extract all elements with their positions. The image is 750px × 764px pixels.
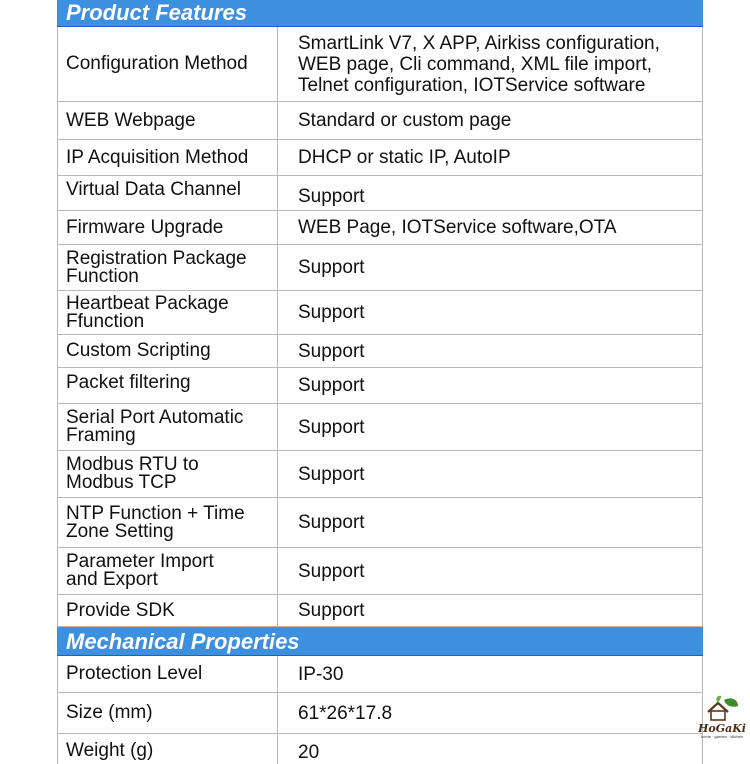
row-value: Support (298, 340, 365, 362)
row-label: WEB Webpage (58, 102, 278, 139)
table-row (57, 211, 703, 245)
row-label: Protection Level (58, 656, 278, 692)
row-value: WEB Page, IOTService software,OTA (298, 217, 617, 238)
row-label: IP Acquisition Method (58, 140, 278, 175)
section-title: Mechanical Properties (66, 629, 300, 654)
row-label: Packet filtering (58, 368, 278, 403)
table-row (57, 140, 703, 176)
table-row (57, 734, 703, 764)
logo-tagline: home · garden · kitchen (700, 734, 744, 739)
logo-wordmark: HoGaKi (698, 722, 746, 735)
row-value: Support (298, 600, 365, 621)
section-title: Product Features (66, 0, 247, 25)
row-label: Heartbeat Package Ffunction (58, 291, 278, 334)
row-value: 61*26*17.8 (298, 702, 393, 724)
row-value: SmartLink V7, X APP, Airkiss configuration, WEB page, Cli command, XML file import, Telnet configuration, IOTService software (298, 32, 660, 96)
row-value: Support (298, 257, 365, 278)
row-label: Parameter Import and Export (58, 548, 278, 594)
section-header-mechanical-properties (57, 627, 703, 656)
row-label: Modbus RTU to Modbus TCP (58, 451, 278, 497)
table-row (57, 335, 703, 368)
table-row (57, 27, 703, 102)
table-row (57, 404, 703, 451)
row-value: Standard or custom page (298, 110, 512, 131)
row-value: Support (298, 560, 365, 582)
section-header-product-features (57, 0, 703, 27)
table-row (57, 451, 703, 498)
table-row (57, 102, 703, 140)
table-row (57, 656, 703, 693)
table-row (57, 291, 703, 335)
table-row (57, 245, 703, 291)
row-label: Weight (g) (58, 734, 278, 764)
row-value: Support (298, 186, 365, 207)
table-row (57, 498, 703, 548)
row-label: Serial Port Automatic Framing (58, 404, 278, 450)
row-value: IP-30 (298, 663, 344, 685)
row-value: Support (298, 302, 365, 323)
row-label: NTP Function + Time Zone Setting (58, 498, 278, 547)
row-value: DHCP or static IP, AutoIP (298, 147, 511, 168)
table-row (57, 368, 703, 404)
row-value: 20 (298, 742, 320, 763)
row-label: Virtual Data Channel (58, 176, 278, 210)
row-label: Configuration Method (58, 27, 278, 101)
row-value: Support (298, 463, 365, 485)
table-row (57, 176, 703, 211)
table-row (57, 595, 703, 627)
row-label: Firmware Upgrade (58, 211, 278, 244)
row-label: Size (mm) (58, 693, 278, 733)
row-value: Support (298, 375, 365, 396)
brand-logo (694, 690, 750, 742)
row-label: Custom Scripting (58, 335, 278, 367)
row-label: Registration Package Function (58, 245, 278, 290)
table-row (57, 548, 703, 595)
table-row (57, 693, 703, 734)
row-value: Support (298, 512, 365, 533)
row-label: Provide SDK (58, 595, 278, 626)
row-value: Support (298, 416, 365, 438)
